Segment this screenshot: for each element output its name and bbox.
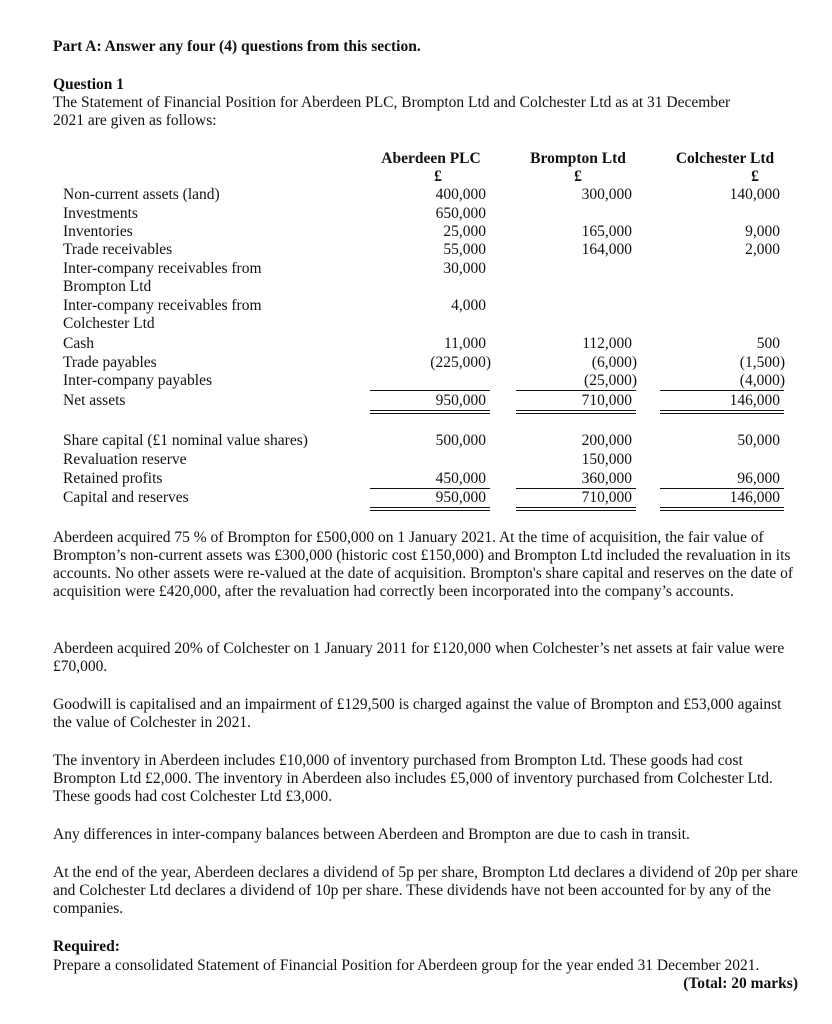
paragraph-acquisition-colchester: Aberdeen acquired 20% of Colchester on 1 January 2011 for £120,000 when Colchester’s net assets at fair value were £70,000. bbox=[53, 640, 785, 675]
currency-colchester: £ bbox=[751, 168, 759, 185]
cell-brompton-ic-payables: (25,000) bbox=[584, 372, 637, 389]
row-label-capital-reserves: Capital and reserves bbox=[63, 489, 189, 506]
cell-colchester-trade-payables: (1,500) bbox=[739, 354, 785, 371]
cell-colchester-ic-payables: (4,000) bbox=[739, 372, 785, 389]
row-label-inventories: Inventories bbox=[63, 223, 133, 240]
paragraph-cash-in-transit: Any differences in inter-company balances between Aberdeen and Brompton are due to cash in transit. bbox=[53, 826, 690, 843]
cell-aberdeen-ic-rec-brompton: 30,000 bbox=[443, 260, 486, 277]
paragraph-acquisition-brompton: Aberdeen acquired 75 % of Brompton for £500,000 on 1 January 2021. At the time of acquisition, the fair value of Brompton’s non-current assets was £300,000 (historic cost £150,000) and Brompton Ltd included the revaluation in its accounts. No other assets were re-valued at the date of acquisition. Brompton's share capital and reserves on the date of acquisition were £420,000, after the revaluation had correctly been incorporated into the company’s accounts. bbox=[53, 529, 794, 600]
row-label-ic-payables: Inter-company payables bbox=[63, 372, 213, 389]
row-label-net-assets: Net assets bbox=[63, 392, 126, 409]
row-label-retained: Retained profits bbox=[63, 470, 163, 487]
cell-brompton-cash: 112,000 bbox=[582, 335, 632, 352]
row-label-nca: Non-current assets (land) bbox=[63, 186, 220, 203]
row-label-share-capital: Share capital (£1 nominal value shares) bbox=[63, 432, 308, 449]
cell-brompton-trade-receivables: 164,000 bbox=[581, 241, 632, 258]
total-double-rule-brompton bbox=[516, 410, 636, 414]
row-label-trade-payables: Trade payables bbox=[63, 354, 157, 371]
total-double-rule-2-colchester bbox=[660, 507, 784, 511]
cell-colchester-retained: 96,000 bbox=[737, 470, 780, 487]
cell-brompton-capital-reserves: 710,000 bbox=[581, 489, 632, 506]
intro-line-2: 2021 are given as follows: bbox=[53, 112, 217, 129]
subtotal-rule-colchester bbox=[660, 390, 784, 391]
required-label: Required: bbox=[53, 938, 120, 955]
cell-brompton-trade-payables: (6,000) bbox=[591, 354, 637, 371]
cell-colchester-net-assets: 146,000 bbox=[729, 392, 780, 409]
cell-aberdeen-ic-rec-colchester: 4,000 bbox=[451, 297, 486, 314]
cell-brompton-net-assets: 710,000 bbox=[581, 392, 632, 409]
row-label-ic-rec-colchester: Inter-company receivables from Colchester Ltd bbox=[63, 297, 262, 332]
cell-aberdeen-cash: 11,000 bbox=[443, 335, 486, 352]
cell-brompton-share-capital: 200,000 bbox=[581, 432, 632, 449]
cell-aberdeen-inventories: 25,000 bbox=[443, 223, 486, 240]
column-header-aberdeen: Aberdeen PLC bbox=[381, 150, 481, 167]
cell-aberdeen-trade-payables: (225,000) bbox=[430, 354, 491, 371]
row-label-cash: Cash bbox=[63, 335, 94, 352]
cell-brompton-nca: 300,000 bbox=[581, 186, 632, 203]
cell-aberdeen-nca: 400,000 bbox=[435, 186, 486, 203]
cell-colchester-inventories: 9,000 bbox=[745, 223, 780, 240]
cell-aberdeen-net-assets: 950,000 bbox=[435, 392, 486, 409]
row-label-investments: Investments bbox=[63, 205, 138, 222]
paragraph-inventory: The inventory in Aberdeen includes £10,000 of inventory purchased from Brompton Ltd. These goods had cost Brompton Ltd £2,000. The inventory in Aberdeen also includes £5,000 of inventory purchased from Colchester Ltd. These goods had cost Colchester Ltd £3,000. bbox=[53, 752, 773, 805]
total-double-rule-aberdeen bbox=[370, 410, 490, 414]
cell-colchester-trade-receivables: 2,000 bbox=[745, 241, 780, 258]
cell-colchester-cash: 500 bbox=[756, 335, 780, 352]
cell-aberdeen-share-capital: 500,000 bbox=[435, 432, 486, 449]
total-marks: (Total: 20 marks) bbox=[683, 975, 798, 992]
cell-brompton-revaluation: 150,000 bbox=[581, 451, 632, 468]
column-header-colchester: Colchester Ltd bbox=[675, 150, 775, 167]
cell-colchester-capital-reserves: 146,000 bbox=[729, 489, 780, 506]
row-label-trade-receivables: Trade receivables bbox=[63, 241, 173, 258]
subtotal-rule-brompton bbox=[516, 390, 636, 391]
total-double-rule-2-aberdeen bbox=[370, 507, 490, 511]
part-heading: Part A: Answer any four (4) questions from this section. bbox=[53, 38, 421, 55]
cell-aberdeen-capital-reserves: 950,000 bbox=[435, 489, 486, 506]
total-double-rule-2-brompton bbox=[516, 507, 636, 511]
required-text: Prepare a consolidated Statement of Financial Position for Aberdeen group for the year ended 31 December 2021. bbox=[53, 957, 760, 974]
cell-aberdeen-retained: 450,000 bbox=[435, 470, 486, 487]
total-double-rule-colchester bbox=[660, 410, 784, 414]
subtotal-rule-aberdeen bbox=[370, 390, 490, 391]
paragraph-dividends: At the end of the year, Aberdeen declares a dividend of 5p per share, Brompton Ltd declares a dividend of 20p per share and Colchester Ltd declares a dividend of 10p per share. These dividends have not been accounted for by any of the companies. bbox=[53, 864, 798, 917]
cell-brompton-inventories: 165,000 bbox=[581, 223, 632, 240]
currency-brompton: £ bbox=[574, 168, 582, 185]
intro-line-1: The Statement of Financial Position for Aberdeen PLC, Brompton Ltd and Colchester Ltd as at 31 December bbox=[53, 94, 731, 111]
cell-colchester-share-capital: 50,000 bbox=[737, 432, 780, 449]
cell-aberdeen-trade-receivables: 55,000 bbox=[443, 241, 486, 258]
row-label-ic-rec-brompton: Inter-company receivables from Brompton Ltd bbox=[63, 260, 262, 295]
cell-brompton-retained: 360,000 bbox=[581, 470, 632, 487]
paragraph-goodwill: Goodwill is capitalised and an impairment of £129,500 is charged against the value of Brompton and £53,000 against the value of Colchester in 2021. bbox=[53, 696, 782, 731]
question-title: Question 1 bbox=[53, 76, 125, 93]
column-header-brompton: Brompton Ltd bbox=[530, 150, 626, 167]
cell-aberdeen-investments: 650,000 bbox=[435, 205, 486, 222]
row-label-revaluation: Revaluation reserve bbox=[63, 451, 187, 468]
cell-colchester-nca: 140,000 bbox=[729, 186, 780, 203]
currency-aberdeen: £ bbox=[434, 168, 442, 185]
